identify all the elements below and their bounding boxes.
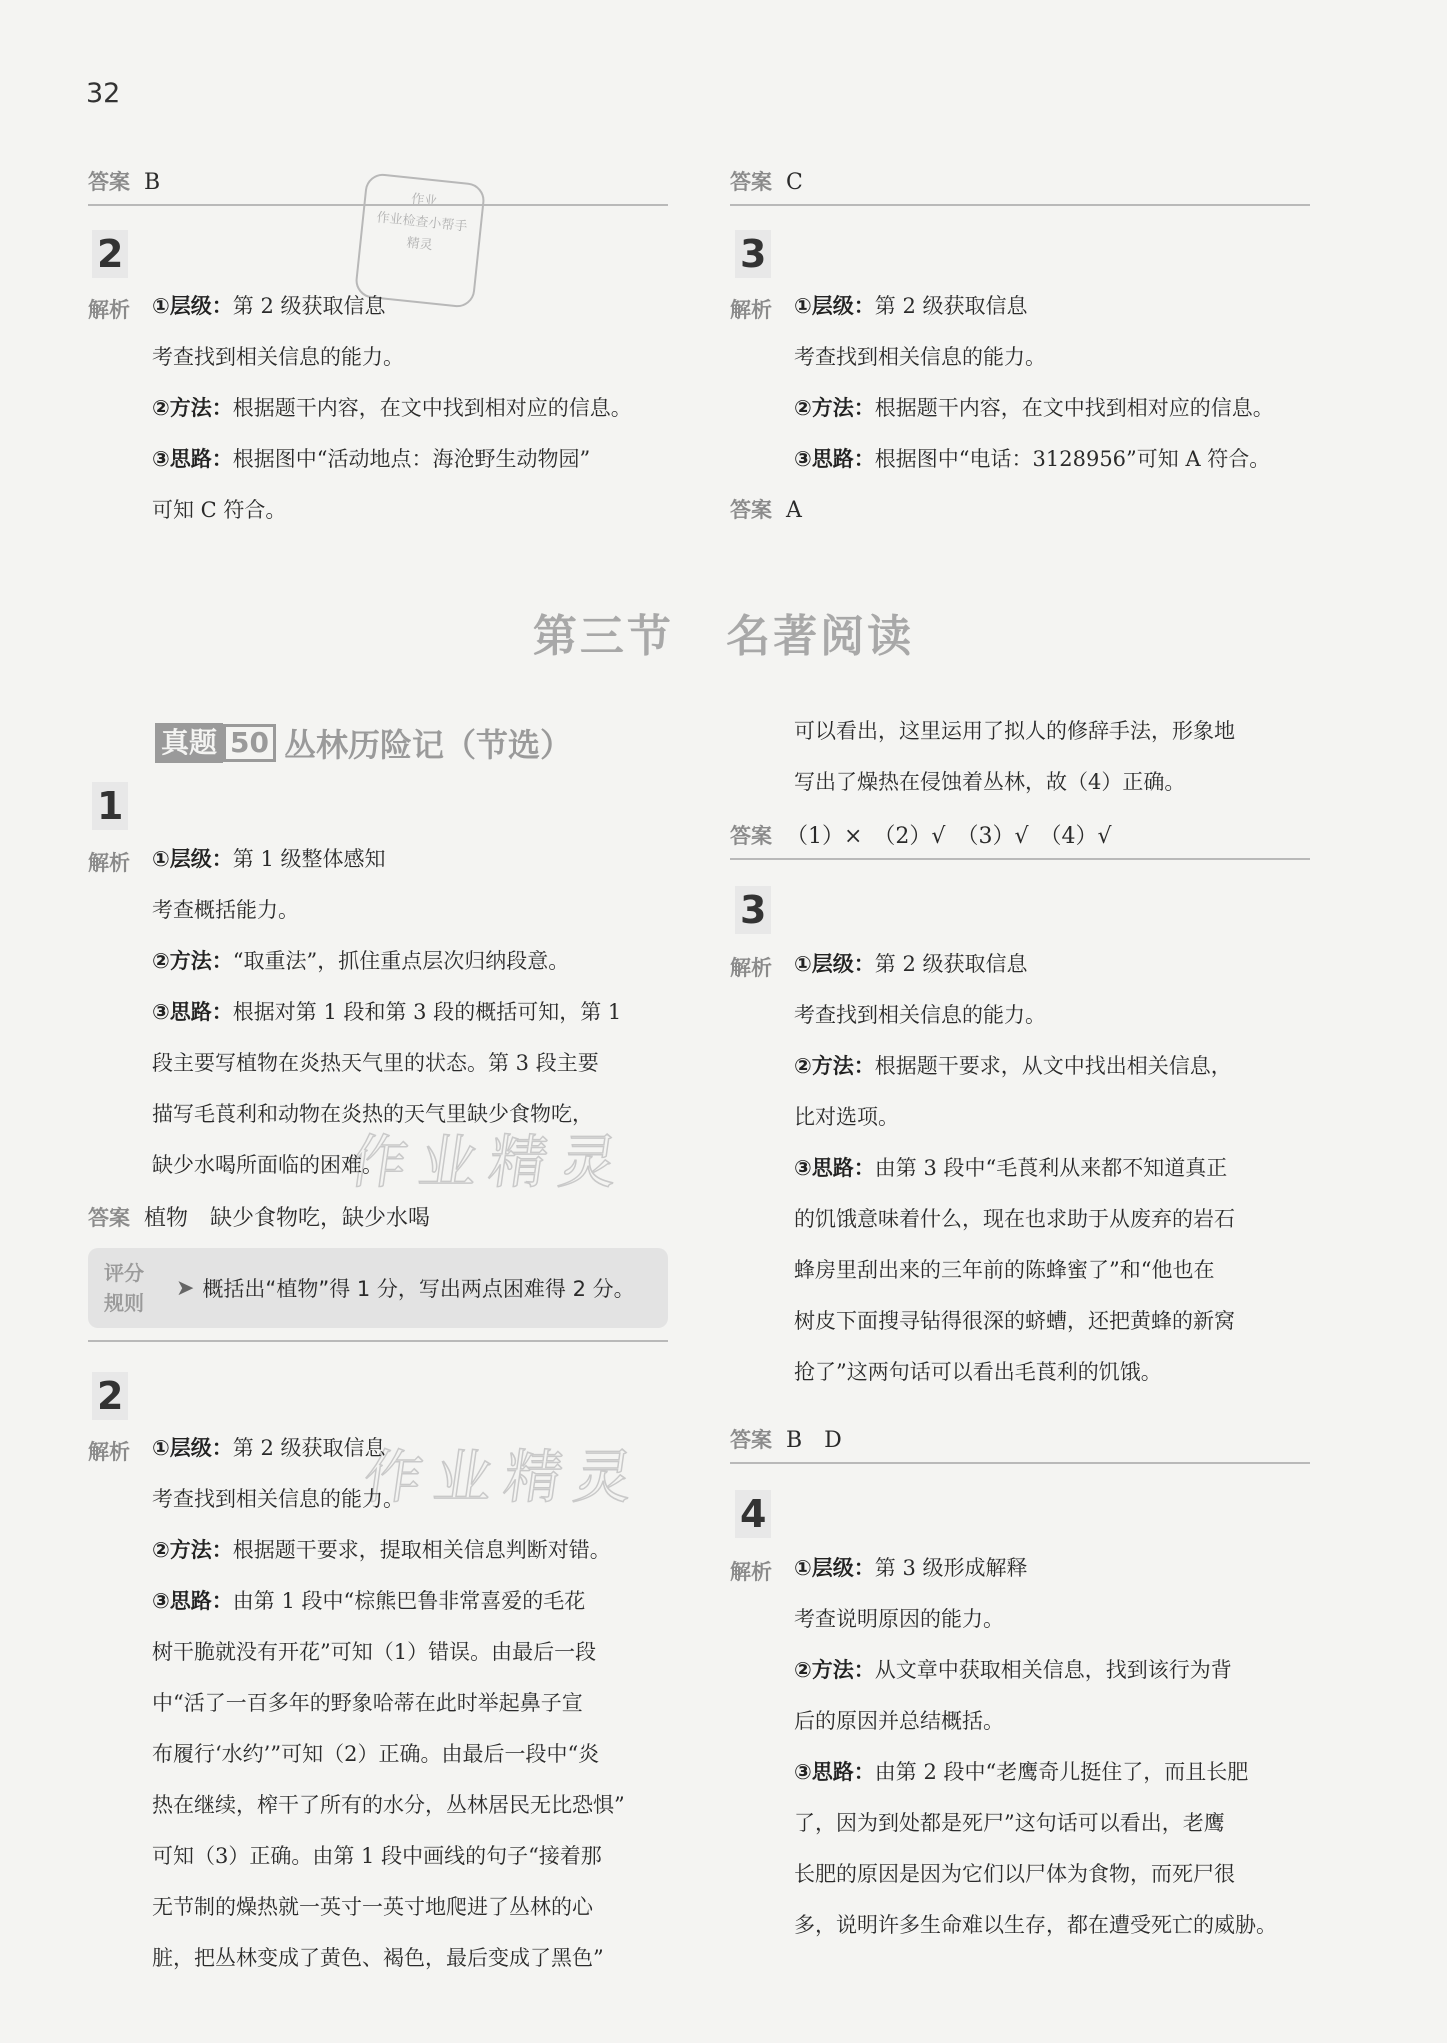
question-number: 3 bbox=[735, 230, 771, 278]
analysis-line: 树皮下面搜寻钻得很深的蛴螬，还把黄蜂的新窝 bbox=[794, 1309, 1235, 1333]
answer-value: 植物 缺少食物吃，缺少水喝 bbox=[144, 1206, 431, 1231]
analysis-body bbox=[152, 281, 632, 536]
analysis-body bbox=[152, 1423, 625, 1984]
analysis-line: 的饥饿意味着什么，现在也求助于从废弃的岩石 bbox=[794, 1207, 1235, 1231]
analysis-line: 树干脆就没有开花”可知（1）错误。由最后一段 bbox=[152, 1640, 597, 1664]
answer-label: 答案 bbox=[730, 1428, 772, 1452]
analysis-label: 解析 bbox=[88, 1440, 130, 1464]
analysis-line: 可知 C 符合。 bbox=[152, 498, 287, 522]
analysis-body bbox=[794, 1543, 1277, 1951]
analysis-line: 可知（3）正确。由第 1 段中画线的句子“接着那 bbox=[152, 1844, 602, 1868]
analysis-line: ①层级：第 2 级获取信息 bbox=[152, 294, 386, 318]
analysis-line: ③思路：由第 2 段中“老鹰奇儿挺住了，而且长肥 bbox=[794, 1760, 1249, 1784]
answer-value: B D bbox=[786, 1428, 842, 1453]
question-number: 2 bbox=[92, 230, 128, 278]
analysis-label: 解析 bbox=[730, 1560, 772, 1584]
grading-rule-label: 评分 规则 bbox=[104, 1261, 144, 1315]
grading-rule bbox=[88, 1248, 668, 1328]
section-title: 第三节 名著阅读 bbox=[532, 611, 915, 662]
analysis-line: ②方法：根据题干内容，在文中找到相对应的信息。 bbox=[794, 396, 1274, 420]
exam-number: 50 bbox=[223, 724, 276, 762]
analysis-body bbox=[794, 939, 1235, 1398]
analysis-line: ①层级：第 2 级获取信息 bbox=[794, 294, 1028, 318]
answer-row bbox=[88, 160, 668, 206]
analysis-line: ②方法：从文章中获取相关信息，找到该行为背 bbox=[794, 1658, 1232, 1682]
question-number: 2 bbox=[92, 1372, 128, 1420]
question-number: 4 bbox=[735, 1490, 771, 1538]
grading-rule-text: 概括出“植物”得 1 分，写出两点困难得 2 分。 bbox=[202, 1277, 635, 1301]
analysis-line: ③思路：由第 1 段中“棕熊巴鲁非常喜爱的毛花 bbox=[152, 1589, 586, 1613]
analysis-line: ②方法：根据题干要求，从文中找出相关信息， bbox=[794, 1054, 1232, 1078]
exam-tag: 真题 bbox=[155, 723, 223, 763]
analysis-label: 解析 bbox=[88, 298, 130, 322]
analysis-body bbox=[794, 281, 1274, 485]
answer-row bbox=[730, 160, 1310, 206]
analysis-line: 比对选项。 bbox=[794, 1105, 899, 1129]
analysis-label: 解析 bbox=[730, 956, 772, 980]
answer-value: C bbox=[786, 170, 803, 195]
analysis-line: 中“活了一百多年的野象哈蒂在此时举起鼻子宣 bbox=[152, 1691, 583, 1715]
analysis-line: ①层级：第 3 级形成解释 bbox=[794, 1556, 1028, 1580]
exam-passage-title: 丛林历险记（节选） bbox=[283, 726, 572, 764]
arrow-right-icon: ➤ bbox=[176, 1275, 195, 1301]
analysis-line: 段主要写植物在炎热天气里的状态。第 3 段主要 bbox=[152, 1051, 599, 1075]
analysis-line: ①层级：第 1 级整体感知 bbox=[152, 847, 386, 871]
question-number: 1 bbox=[92, 782, 128, 830]
answer-label: 答案 bbox=[88, 1206, 130, 1230]
analysis-line: 蜂房里刮出来的三年前的陈蜂蜜了”和“他也在 bbox=[794, 1258, 1215, 1282]
answer-row bbox=[730, 814, 1310, 860]
analysis-line: ②方法：根据题干要求，提取相关信息判断对错。 bbox=[152, 1538, 611, 1562]
answer-label: 答案 bbox=[730, 824, 772, 848]
watermark-1: 作业精灵 bbox=[344, 1128, 635, 1196]
analysis-line: 后的原因并总结概括。 bbox=[794, 1709, 1004, 1733]
analysis-line: 考查找到相关信息的能力。 bbox=[794, 345, 1046, 369]
analysis-line: 热在继续，榨干了所有的水分，丛林居民无比恐惧” bbox=[152, 1793, 625, 1817]
stamp-line-1: 作业 bbox=[410, 191, 438, 210]
analysis-line: 考查概括能力。 bbox=[152, 898, 299, 922]
answer-row bbox=[730, 1418, 1310, 1464]
analysis-line: 写出了燥热在侵蚀着丛林，故（4）正确。 bbox=[794, 770, 1186, 794]
answer-label: 答案 bbox=[730, 170, 772, 194]
analysis-label: 解析 bbox=[730, 298, 772, 322]
analysis-line: 考查找到相关信息的能力。 bbox=[794, 1003, 1046, 1027]
analysis-label: 解析 bbox=[88, 851, 130, 875]
answer-label: 答案 bbox=[730, 498, 772, 522]
answer-row bbox=[88, 1196, 668, 1240]
page-number: 32 bbox=[86, 78, 121, 109]
analysis-line: 了，因为到处都是死尸”这句话可以看出，老鹰 bbox=[794, 1811, 1225, 1835]
analysis-line: ③思路：根据图中“活动地点：海沧野生动物园” bbox=[152, 447, 591, 471]
analysis-line: ①层级：第 2 级获取信息 bbox=[152, 1436, 386, 1460]
analysis-continued bbox=[794, 706, 1235, 808]
analysis-line: 考查说明原因的能力。 bbox=[794, 1607, 1004, 1631]
stamp-line-2: 作业检查小帮手 bbox=[375, 210, 468, 235]
analysis-line: ③思路：根据图中“电话：3128956”可知 A 符合。 bbox=[794, 447, 1271, 471]
analysis-body bbox=[152, 834, 621, 1191]
analysis-line: 多，说明许多生命难以生存，都在遭受死亡的威胁。 bbox=[794, 1913, 1277, 1937]
analysis-line: 布履行‘水约’”可知（2）正确。由最后一段中“炎 bbox=[152, 1742, 600, 1766]
analysis-line: 描写毛莨利和动物在炎热的天气里缺少食物吃， bbox=[152, 1102, 593, 1126]
analysis-line: 可以看出，这里运用了拟人的修辞手法，形象地 bbox=[794, 719, 1235, 743]
analysis-line: 无节制的燥热就一英寸一英寸地爬进了丛林的心 bbox=[152, 1895, 593, 1919]
analysis-line: ①层级：第 2 级获取信息 bbox=[794, 952, 1028, 976]
analysis-line: ③思路：由第 3 段中“毛莨利从来都不知道真正 bbox=[794, 1156, 1228, 1180]
analysis-line: 考查找到相关信息的能力。 bbox=[152, 345, 404, 369]
analysis-line: ③思路：根据对第 1 段和第 3 段的概括可知，第 1 bbox=[152, 1000, 622, 1024]
answer-row bbox=[730, 488, 1310, 532]
answer-value: （1）× （2）√ （3）√ （4）√ bbox=[786, 824, 1112, 849]
answer-value: A bbox=[786, 498, 802, 523]
analysis-line: 脏，把丛林变成了黄色、褐色，最后变成了黑色” bbox=[152, 1946, 604, 1970]
analysis-line: 抢了”这两句话可以看出毛莨利的饥饿。 bbox=[794, 1360, 1162, 1384]
analysis-line: ②方法：“取重法”，抓住重点层次归纳段意。 bbox=[152, 949, 570, 973]
answer-label: 答案 bbox=[88, 170, 130, 194]
question-number: 3 bbox=[735, 886, 771, 934]
divider bbox=[88, 1340, 668, 1342]
analysis-line: ②方法：根据题干内容，在文中找到相对应的信息。 bbox=[152, 396, 632, 420]
analysis-line: 缺少水喝所面临的困难。 bbox=[152, 1153, 383, 1177]
analysis-line: 长肥的原因是因为它们以尸体为食物，而死尸很 bbox=[794, 1862, 1235, 1886]
stamp-line-3: 精灵 bbox=[405, 235, 434, 254]
exam-title bbox=[155, 722, 572, 764]
analysis-line: 考查找到相关信息的能力。 bbox=[152, 1487, 404, 1511]
answer-value: B bbox=[144, 170, 161, 195]
watermark-2: 作业精灵 bbox=[359, 1443, 650, 1511]
